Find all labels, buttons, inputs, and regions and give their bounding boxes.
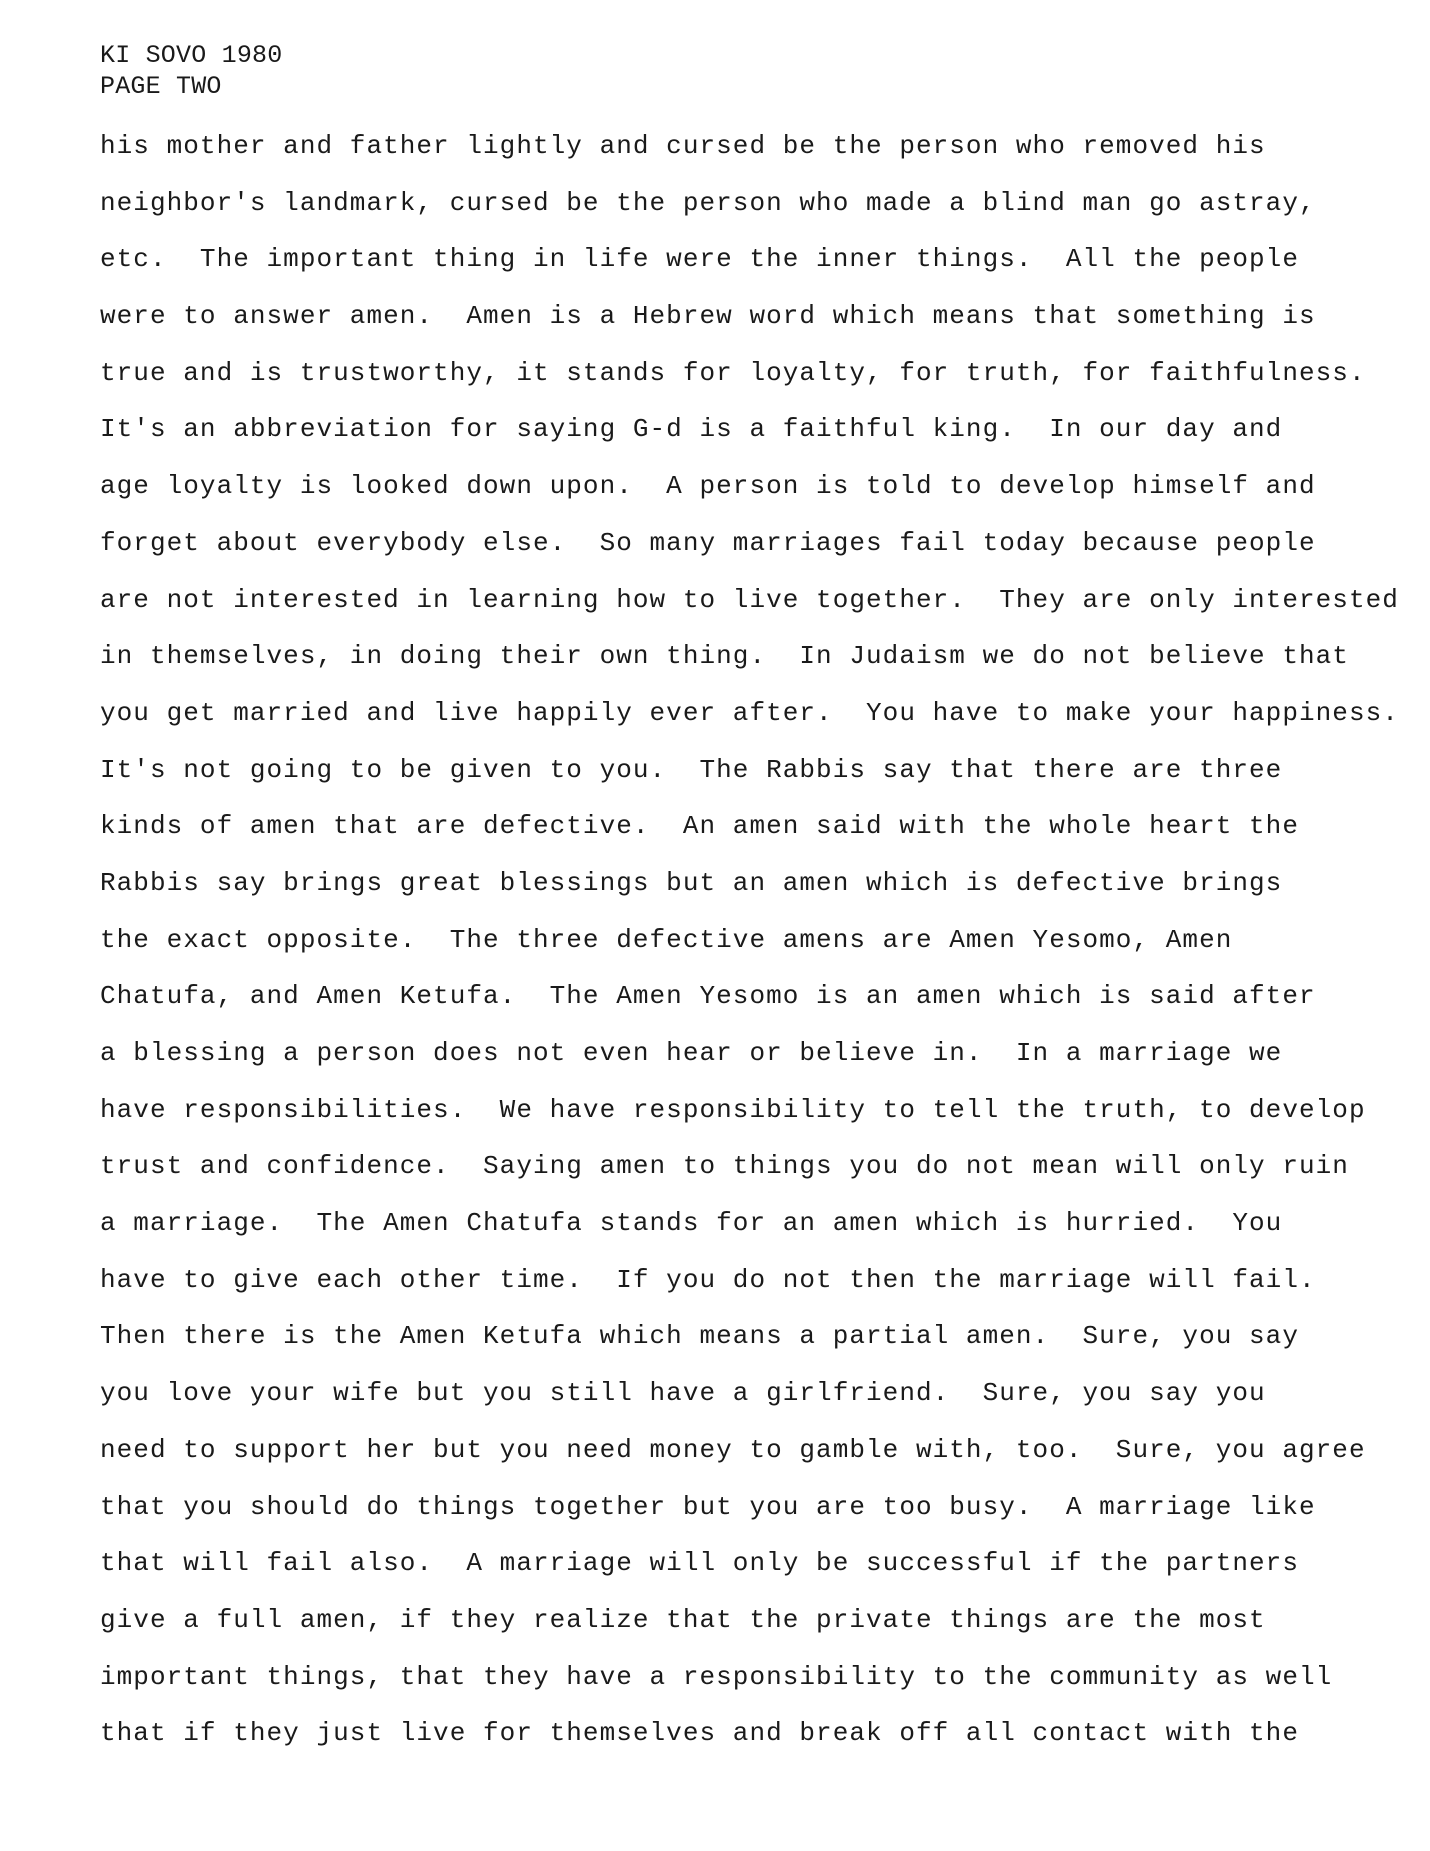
text-line: that will fail also. A marriage will only be successful if the partners: [100, 1548, 1299, 1579]
text-line: Rabbis say brings great blessings but an amen which is defective brings: [100, 867, 1283, 898]
text-line: that if they just live for themselves and break off all contact with the: [100, 1718, 1299, 1749]
text-line: you get married and live happily ever after. You have to make your happiness.: [100, 697, 1399, 728]
text-line: kinds of amen that are defective. An amen said with the whole heart the: [100, 811, 1299, 842]
text-line: have responsibilities. We have responsibility to tell the truth, to develop: [100, 1094, 1366, 1125]
text-line: forget about everybody else. So many marriages fail today because people: [100, 527, 1316, 558]
text-line: etc. The important thing in life were the inner things. All the people: [100, 244, 1299, 275]
text-line: give a full amen, if they realize that the private things are the most: [100, 1604, 1266, 1635]
document-title: KI SOVO 1980: [100, 41, 283, 70]
text-line: need to support her but you need money to gamble with, too. Sure, you agree: [100, 1434, 1366, 1465]
text-line: age loyalty is looked down upon. A person is told to develop himself and: [100, 471, 1316, 502]
text-line: Then there is the Amen Ketufa which means a partial amen. Sure, you say: [100, 1321, 1299, 1352]
text-line: you love your wife but you still have a girlfriend. Sure, you say you: [100, 1378, 1266, 1409]
text-line: trust and confidence. Saying amen to things you do not mean will only ruin: [100, 1151, 1349, 1182]
text-line: were to answer amen. Amen is a Hebrew word which means that something is: [100, 301, 1316, 332]
text-line: It's an abbreviation for saying G-d is a faithful king. In our day and: [100, 414, 1283, 445]
text-line: his mother and father lightly and cursed be the person who removed his: [100, 131, 1266, 161]
text-line: It's not going to be given to you. The Rabbis say that there are three: [100, 754, 1283, 785]
text-line: Chatufa, and Amen Ketufa. The Amen Yesomo is an amen which is said after: [100, 981, 1316, 1012]
text-line: a blessing a person does not even hear or believe in. In a marriage we: [100, 1038, 1283, 1068]
text-line: that you should do things together but you are too busy. A marriage like: [100, 1491, 1316, 1522]
text-line: have to give each other time. If you do not then the marriage will fail.: [100, 1264, 1316, 1295]
page-number-label: PAGE TWO: [100, 72, 222, 101]
page-header: [100, 40, 282, 102]
text-line: true and is trustworthy, it stands for loyalty, for truth, for faithfulness.: [100, 357, 1366, 388]
text-line: important things, that they have a responsibility to the community as well: [100, 1661, 1333, 1692]
text-line: in themselves, in doing their own thing. In Judaism we do not believe that: [100, 641, 1349, 672]
body-text: [100, 118, 1420, 1762]
text-line: the exact opposite. The three defective amens are Amen Yesomo, Amen: [100, 924, 1233, 955]
text-line: a marriage. The Amen Chatufa stands for an amen which is hurried. You: [100, 1208, 1283, 1239]
text-line: neighbor's landmark, cursed be the person who made a blind man go astray,: [100, 187, 1316, 218]
text-line: are not interested in learning how to live together. They are only interested: [100, 584, 1399, 615]
